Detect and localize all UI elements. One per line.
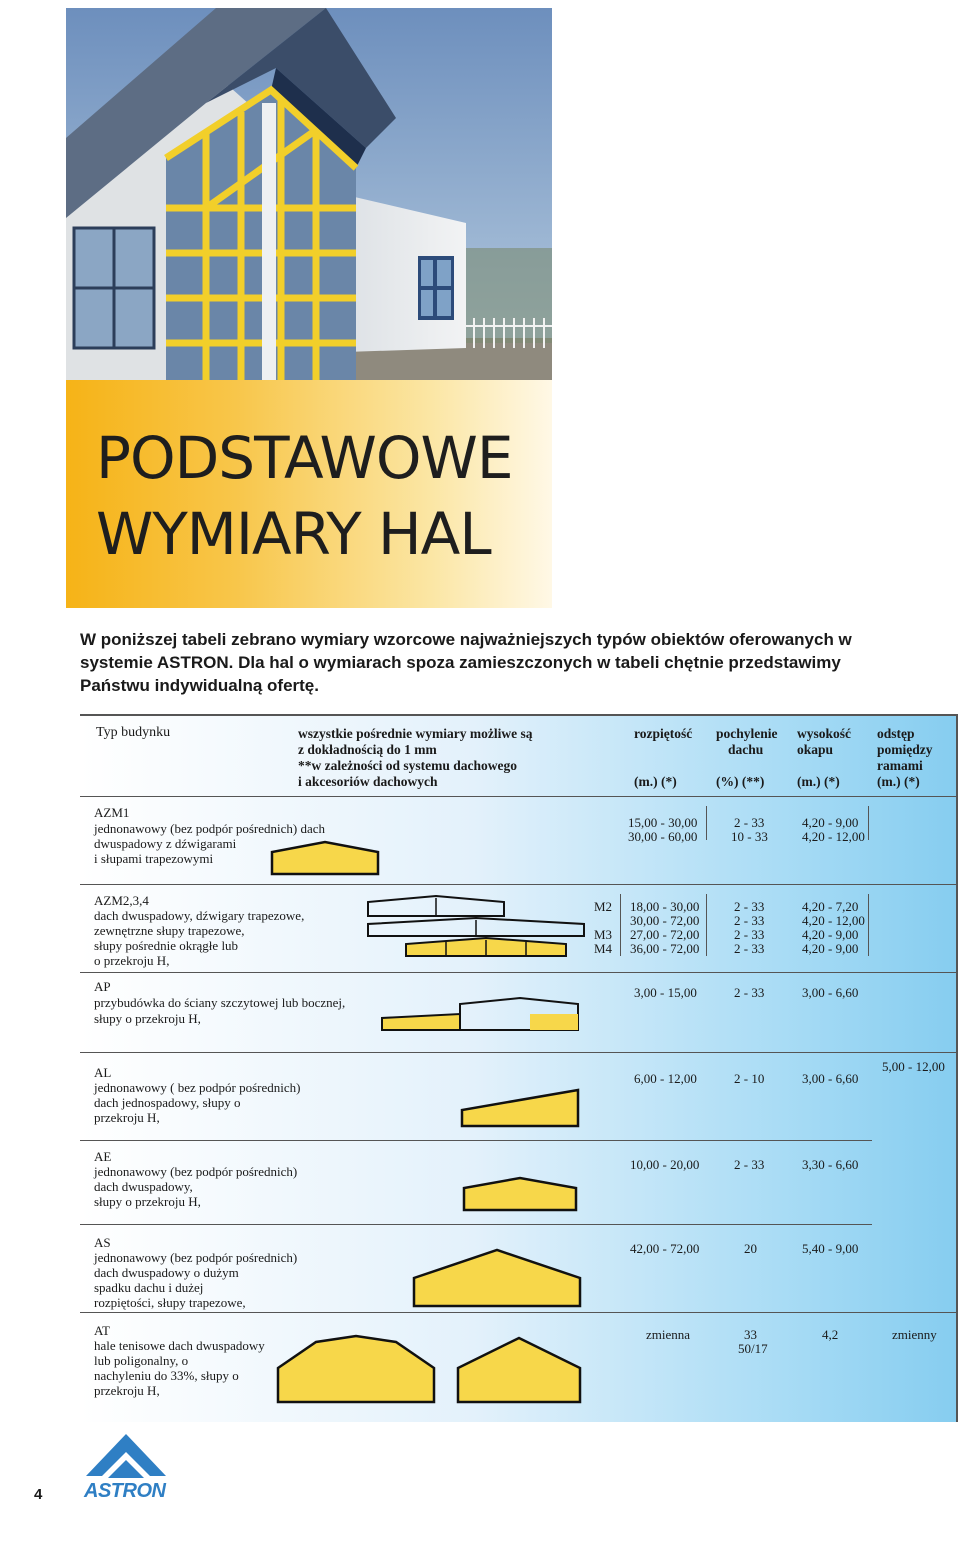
azm2-model-m3: M3 [594, 927, 613, 942]
azm2-line-4: słupy pośrednie okrągłe lub [94, 938, 239, 953]
title-band [66, 380, 552, 608]
as-line-3: dach dwuspadowy o dużym [94, 1265, 239, 1280]
al-line-2: jednonawowy ( bez podpór pośrednich) [94, 1080, 301, 1095]
ae-profile-icon [462, 1176, 578, 1212]
al-line-3: dach jednospadowy, słupy o [94, 1095, 241, 1110]
at-line-5: przekroju H, [94, 1383, 160, 1398]
header-slope-unit: (%) (**) [716, 774, 765, 789]
azm1-line-1: AZM1 [94, 805, 130, 820]
header-slope-2: dachu [728, 742, 764, 757]
as-height: 5,40 - 9,00 [802, 1241, 859, 1256]
azm2-divider-1 [706, 894, 707, 956]
ae-line-2: jednonawowy (bez podpór pośrednich) [94, 1164, 298, 1179]
title-line-2: WYMIARY HAL [96, 500, 491, 568]
al-profile-icon [460, 1088, 580, 1128]
azm2-slope-3: 2 - 33 [734, 927, 765, 942]
at-line-1: AT [94, 1323, 110, 1338]
ap-line-1: AP [94, 979, 111, 994]
azm2-line-1: AZM2,3,4 [94, 893, 149, 908]
azm2-height-2: 4,20 - 12,00 [802, 913, 865, 928]
azm1-line-3: dwuspadowy z dźwigarami [94, 836, 237, 851]
header-height-2: okapu [797, 742, 834, 757]
azm2-span-2: 30,00 - 72,00 [630, 913, 700, 928]
ae-line-1: AE [94, 1149, 112, 1164]
header-separator [80, 796, 956, 797]
ap-line-3: słupy o przekroju H, [94, 1011, 201, 1026]
ae-line-4: słupy o przekroju H, [94, 1194, 201, 1209]
ap-line-2: przybudówka do ściany szczytowej lub bocznej, [94, 995, 346, 1010]
at-slope-1: 33 [744, 1327, 757, 1342]
azm1-line-2: jednonawowy (bez podpór pośrednich) dach [94, 821, 326, 836]
row-separator [80, 884, 956, 885]
azm2-span-4: 36,00 - 72,00 [630, 941, 700, 956]
azm2-divider-0 [620, 894, 621, 956]
at-line-3: lub poligonalny, o [94, 1353, 189, 1368]
ae-slope: 2 - 33 [734, 1157, 765, 1172]
azm1-height-1: 4,20 - 9,00 [802, 815, 859, 830]
header-height-1: wysokość [797, 726, 852, 741]
header-span: rozpiętość [634, 726, 693, 741]
ae-height: 3,30 - 6,60 [802, 1157, 859, 1172]
ap-span: 3,00 - 15,00 [634, 985, 697, 1000]
header-dist-unit: (m.) (*) [877, 774, 920, 789]
azm1-divider-1 [706, 806, 707, 840]
ap-profile-icon [380, 996, 580, 1032]
azm2-line-3: zewnętrzne słupy trapezowe, [94, 923, 245, 938]
azm2-profiles-icon [366, 894, 586, 958]
header-note-2: z dokładnością do 1 mm [298, 742, 437, 757]
at-line-2: hale tenisowe dach dwuspadowy [94, 1338, 265, 1353]
row-separator [80, 972, 956, 973]
as-slope: 20 [744, 1241, 757, 1256]
al-span: 6,00 - 12,00 [634, 1071, 697, 1086]
title-line-1: PODSTAWOWE [96, 424, 513, 492]
at-span: zmienna [646, 1327, 691, 1342]
azm2-slope-4: 2 - 33 [734, 941, 765, 956]
azm2-height-4: 4,20 - 9,00 [802, 941, 859, 956]
header-note-1: wszystkie pośrednie wymiary możliwe są [298, 726, 533, 741]
intro-paragraph: W poniższej tabeli zebrano wymiary wzorcowe najważniejszych typów obiektów oferowanych w systemie ASTRON. Dla hal o wymiarach spoza zamieszczonych w tabeli chętnie przedstawimy Państwu indywidualną ofertę. [80, 630, 852, 695]
at-profiles-icon [276, 1334, 582, 1404]
as-line-4: spadku dachu i dużej [94, 1280, 204, 1295]
at-slope-2: 50/17 [738, 1341, 768, 1356]
bottom-margin [0, 1428, 66, 1552]
at-line-4: nachyleniu do 33%, słupy o [94, 1368, 239, 1383]
azm1-span-2: 30,00 - 60,00 [628, 829, 698, 844]
azm1-span-1: 15,00 - 30,00 [628, 815, 698, 830]
header-dist-3: ramami [877, 758, 923, 773]
azm2-span-1: 18,00 - 30,00 [630, 899, 700, 914]
al-line-1: AL [94, 1065, 112, 1080]
ae-span: 10,00 - 20,00 [630, 1157, 700, 1172]
azm2-divider-2 [868, 894, 869, 956]
al-dist: 5,00 - 12,00 [882, 1059, 945, 1074]
azm1-height-2: 4,20 - 12,00 [802, 829, 865, 844]
as-line-2: jednonawowy (bez podpór pośrednich) [94, 1250, 298, 1265]
al-line-4: przekroju H, [94, 1110, 160, 1125]
ap-height: 3,00 - 6,60 [802, 985, 859, 1000]
header-note-3: **w zależności od systemu dachowego [298, 758, 517, 773]
azm2-model-m4: M4 [594, 941, 613, 956]
as-line-5: rozpiętości, słupy trapezowe, [94, 1295, 246, 1310]
azm2-model-m2: M2 [594, 899, 613, 914]
azm2-line-5: o przekroju H, [94, 953, 170, 968]
header-note-4: i akcesoriów dachowych [298, 774, 438, 789]
azm2-height-3: 4,20 - 9,00 [802, 927, 859, 942]
as-span: 42,00 - 72,00 [630, 1241, 700, 1256]
azm2-span-3: 27,00 - 72,00 [630, 927, 700, 942]
as-profile-icon [412, 1248, 582, 1308]
page-title [96, 420, 513, 572]
left-margin [0, 0, 66, 1552]
row-separator [80, 1052, 956, 1053]
azm1-line-4: i słupami trapezowymi [94, 851, 214, 866]
azm2-slope-1: 2 - 33 [734, 899, 765, 914]
row-separator [80, 1312, 956, 1313]
row-separator [80, 1140, 872, 1141]
header-dist-2: pomiędzy [877, 742, 933, 757]
page-number: 4 [34, 1486, 43, 1503]
astron-logo-text: ASTRON [84, 1480, 166, 1502]
at-height: 4,2 [822, 1327, 839, 1342]
azm1-slope-2: 10 - 33 [731, 829, 768, 844]
header-type: Typ budynku [96, 725, 171, 740]
row-separator [80, 1224, 872, 1225]
header-height-unit: (m.) (*) [797, 774, 840, 789]
as-line-1: AS [94, 1235, 111, 1250]
hall-photo [66, 8, 552, 380]
header-span-unit: (m.) (*) [634, 774, 677, 789]
azm1-profile-icon [270, 840, 380, 876]
al-height: 3,00 - 6,60 [802, 1071, 859, 1086]
at-dist: zmienny [892, 1327, 937, 1342]
azm1-slope-1: 2 - 33 [734, 815, 765, 830]
al-slope: 2 - 10 [734, 1071, 765, 1086]
azm1-divider-2 [868, 806, 869, 840]
azm2-slope-2: 2 - 33 [734, 913, 765, 928]
header-dist-1: odstęp [877, 726, 915, 741]
azm2-height-1: 4,20 - 7,20 [802, 899, 859, 914]
ap-slope: 2 - 33 [734, 985, 765, 1000]
ae-line-3: dach dwuspadowy, [94, 1179, 193, 1194]
header-slope-1: pochylenie [716, 726, 778, 741]
azm2-line-2: dach dwuspadowy, dźwigary trapezowe, [94, 908, 305, 923]
